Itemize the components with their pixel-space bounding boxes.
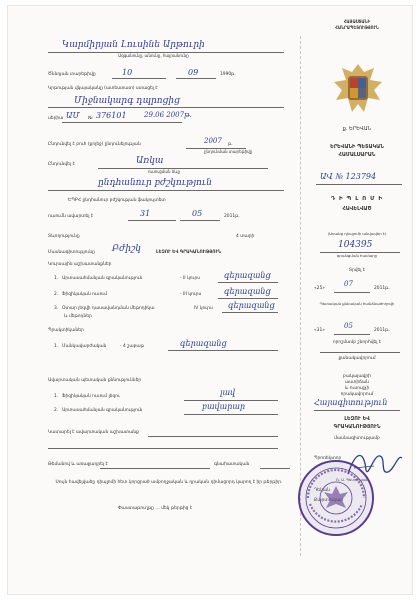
thesis-label: Կատարել է ավարտական աշխատանք — [48, 430, 139, 435]
admitted-label: Ընդունվել է բուհ (քոլեջ) ընդունելության — [48, 142, 141, 147]
final-1-name: Ֆիզիկական ուսում լեզու — [62, 394, 120, 399]
final-2-name: Արտասահմանյան գրականություն — [62, 408, 143, 413]
assigned-2: աստիճան — [345, 380, 369, 385]
exam-1-name: Արտասահմանյան գրականություն — [62, 276, 143, 281]
rector-label: Պրոռեկտոր — [314, 456, 342, 461]
exam-3-num: 3. — [54, 306, 59, 311]
grad-day: 31 — [140, 209, 151, 218]
university-line-1: ԵՐԵՎԱՆԻ ՊԵՏԱԿԱՆ — [330, 144, 384, 150]
final-exams-title: Ավարտական պետական քննություններ — [48, 378, 142, 383]
grad-month: 05 — [192, 209, 203, 218]
decision-month: 05 — [344, 322, 353, 330]
exam-2-grade: գերազանց — [224, 287, 271, 296]
coat-of-arms-icon — [330, 60, 386, 118]
prev-doc-series: ԱՄ — [66, 111, 80, 120]
commission-label: Պետական քննական հանձնաժողովի — [319, 301, 395, 306]
decision-label: որոշմամբ շնորհվել է — [332, 340, 382, 345]
final-2-grade: բավարար — [202, 402, 246, 411]
prev-doc-no-label: № — [88, 116, 93, 121]
reg-number: 104395 — [338, 240, 373, 250]
issued-month: 07 — [344, 280, 353, 288]
assigned-1: բակալավրի — [343, 374, 371, 379]
reg-note: (Առանց դիպլոմի անվավեր է) — [327, 231, 387, 236]
doc-title-1: Դ Ի Պ Լ Ո Մ Ի — [331, 196, 383, 202]
official-seal-icon — [296, 458, 376, 538]
prev-doc-number: 376101 — [96, 111, 127, 120]
exam-4-name: և մեթոդներ — [64, 314, 92, 319]
study-mode: Առկա — [136, 156, 164, 166]
doc-title-2: ՀԱՎԵԼՎԱԾ — [342, 206, 372, 212]
diploma-supplement-page — [8, 6, 412, 594]
exam-2-grade-label: - III կուրս — [180, 292, 202, 297]
country-line-1: ՀԱՅԱՍՏԱՆԻ — [343, 19, 371, 24]
faculty-note: ԵՊԲՀ ընդհանուր բժշկության ֆակուլտետ — [68, 198, 166, 203]
duration-value: 4 տարի — [236, 234, 255, 239]
final-2-num: 2. — [54, 408, 59, 413]
assigned-3: և ուսուցչի — [344, 386, 370, 391]
diploma-value: Բժիշկ — [112, 244, 141, 254]
university-line-2: ՀԱՄԱԼՍԱՐԱՆ — [338, 152, 376, 158]
full-name-label: Ազգանունը, անունը, հայրանունը — [118, 53, 189, 58]
exam-3-name: Օտար լեզվի դասավանդման մեթոդիկա — [62, 306, 155, 311]
duration-label: Տևողությունը — [48, 234, 80, 239]
ministry-line: ԼԵԶՈՒ ԵՎ ԳՐԱԿԱՆՈՒԹՅՈՒՆ — [156, 250, 222, 255]
specialty-label: մասնագիտությամբ — [334, 436, 380, 441]
exam-3-grade-label: IV կուրս — [194, 306, 213, 311]
decision-day: «31» — [314, 328, 325, 333]
graduation-label: ուսումն ավարտել է — [48, 214, 94, 219]
prev-school: Միջնակարգ դպրոցից — [74, 96, 180, 106]
practice-1-duration: - 4 շաբաթ — [120, 344, 144, 349]
practice-1-name: Մանկավարժական — [62, 344, 107, 349]
study-label: Ընդունվել է — [48, 162, 75, 167]
decision-year: 2011թ. — [374, 328, 390, 333]
exam-1-num: 1. — [54, 276, 59, 281]
exam-1-grade-label: - II կուրս — [180, 276, 201, 281]
exam-3-grade: գերազանց — [228, 301, 275, 310]
study-mode-note: ուսուցման ձևը — [148, 169, 181, 174]
issued-label: Տրվել է — [348, 268, 366, 273]
full-name: Կարմիրյան Լուսինե Արթուրի — [62, 40, 205, 50]
final-1-num: 1. — [54, 394, 59, 399]
birth-day: 10 — [122, 68, 133, 77]
diploma-series: ԱՎ № 123794 — [320, 172, 377, 181]
issued-day: «25» — [314, 286, 325, 291]
birth-month: 09 — [188, 68, 199, 77]
pages-label: Փաստաթուղթը ․․․ մեկ թերթից է — [118, 506, 193, 511]
qualification-value: Հայագիտություն — [314, 398, 388, 407]
city: ք. ԵՐԵՎԱՆ — [342, 126, 372, 132]
birth-year: 1990թ. — [220, 72, 236, 77]
specialty: ընդհանուր բժշկություն — [98, 178, 212, 188]
extra-note: Սույն հավելվածը դիպլոմի հետ կորցրած ամբողջական և դրական դիմացորդ կարող է իր թերթիր. — [55, 480, 283, 485]
final-1-grade: լավ — [220, 388, 236, 397]
exam-1-grade: գերազանց — [224, 271, 271, 280]
prev-doc-date: 29.06 2007թ. — [144, 111, 192, 119]
grad-year: 2011թ. — [224, 214, 240, 219]
birth-label: Ծննդյան տարեթիվը — [48, 72, 96, 77]
diploma-label: Մասնագիտությունը — [48, 250, 95, 255]
exam-2-name: Ֆիզիկական ուսում — [62, 292, 108, 297]
prev-doc-label: սերիա — [48, 116, 64, 121]
admitted-year-suffix: թ. — [228, 142, 233, 147]
practice-title: Պրակտիկաներ — [48, 328, 84, 333]
assigned-4: որակավորում — [340, 392, 374, 397]
practice-1-num: 1. — [54, 344, 59, 349]
admitted-year: 2007 — [204, 137, 222, 145]
prev-edu-label: Կրթության վկայականը (ատեստատ) ստացել է — [48, 86, 158, 91]
defended-label: Թեմանով և առաջադրել է — [48, 462, 108, 467]
qualification-label: քանակավորում — [338, 356, 376, 361]
reg-number-note: գրանցման համարը — [336, 253, 378, 258]
thesis-grade-label: գնահատական — [214, 462, 250, 467]
exams-title: Կուրսային աշխատանքներ — [48, 262, 112, 267]
issued-year: 2011թ. — [374, 286, 390, 291]
faculty-line-1: ԼԵԶՈՒ ԵՎ — [344, 416, 370, 422]
admitted-note: ընդունման տարեթիվը — [204, 149, 253, 154]
practice-1-grade: գերազանց — [180, 339, 227, 348]
exam-2-num: 2. — [54, 292, 59, 297]
country-line-2: ՀԱՆՐԱՊԵՏՈՒԹՅՈՒՆ — [335, 25, 379, 30]
faculty-line-2: ԳՐԱԿԱՆՈՒԹՅՈՒՆ — [333, 424, 381, 430]
